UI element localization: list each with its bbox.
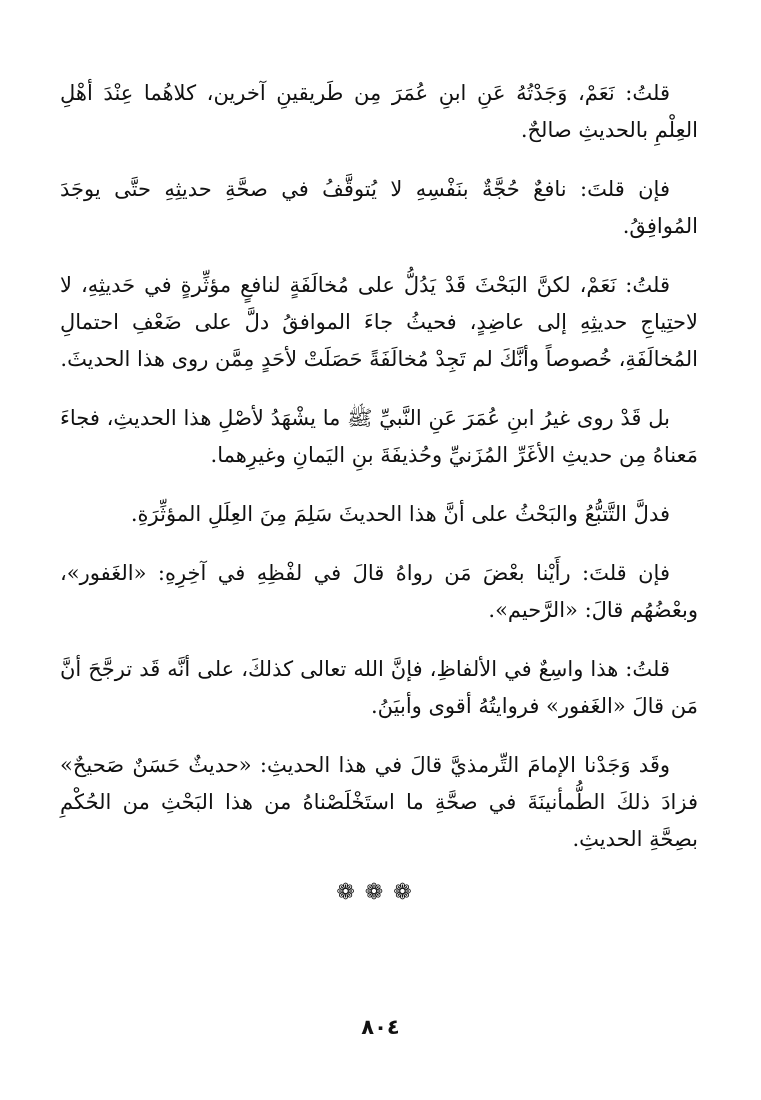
paragraph-1: قلتُ: نَعَمْ، وَجَدْتُهُ عَنِ ابنِ عُمَرَ مِن طَريقينِ آخرين، كلاهُما عِنْدَ أهْلِ العِلْمِ بالحديثِ صالحٌ. bbox=[60, 81, 698, 142]
paragraph-3: قلتُ: نَعَمْ، لكنَّ البَحْثَ قَدْ يَدُلُّ على مُخالَفَةٍ لنافعٍ مؤثِّرةٍ في حَديثِهِ، لا لاحتِياجِ حديثِهِ إلى عاضِدٍ، فحيثُ جاءَ الموافقُ دلَّ على ضَعْفِ احتمالِ المُخالَفَةِ، خُصوصاً وأنَّكَ لم تَجِدْ مُخالَفَةً حَصَلَتْ لأحَدٍ مِمَّن روى هذا الحديثَ. bbox=[60, 273, 698, 371]
paragraph-4: بل قَدْ روى غيرُ ابنِ عُمَرَ عَنِ النَّبيِّ ﷺ ما يشْهَدُ لأصْلِ هذا الحديثِ، فجاءَ مَعناهُ مِن حديثِ الأغَرِّ المُزَنيِّ وحُذيفَةَ بنِ اليَمانِ وغيرِهما. bbox=[60, 406, 698, 467]
paragraph-8: وقَد وَجَدْنا الإمامَ التِّرمذيَّ قالَ في هذا الحديثِ: «حديثٌ حَسَنٌ صَحيحٌ» فزادَ ذلكَ الطُّمأنينَةَ في صحَّةِ ما استَخْلَصْناهُ من هذا البَحْثِ من الحُكْمِ بصِحَّةِ الحديثِ. bbox=[60, 753, 698, 851]
page-body bbox=[60, 75, 698, 905]
paragraph-7: قلتُ: هذا واسِعٌ في الألفاظِ، فإنَّ الله تعالى كذلكَ، على أنَّه قَد ترجَّحَ أنَّ مَن قالَ «الغَفور» فروايتُهُ أقوى وأبيَنُ. bbox=[60, 657, 698, 718]
section-end-ornament: ❁❁❁ bbox=[336, 880, 422, 905]
paragraph-2: فإن قلتَ: نافعٌ حُجَّةٌ بنَفْسِهِ لا يُتوقَّفُ في صحَّةِ حديثِهِ حتَّى يوجَدَ المُوافِقُ. bbox=[60, 177, 698, 238]
paragraph-5: فدلَّ التَّتبُّعُ والبَحْثُ على أنَّ هذا الحديثَ سَلِمَ مِنَ العِلَلِ المؤثِّرَةِ. bbox=[130, 502, 670, 526]
paragraph-6: فإن قلتَ: رأَيْنا بعْضَ مَن رواهُ قالَ في لفْظِهِ في آخِرِهِ: «الغَفور»، وبعْضُهُم قالَ: «الرَّحيم». bbox=[60, 561, 698, 622]
page-number: ٨٠٤ bbox=[361, 1015, 400, 1039]
